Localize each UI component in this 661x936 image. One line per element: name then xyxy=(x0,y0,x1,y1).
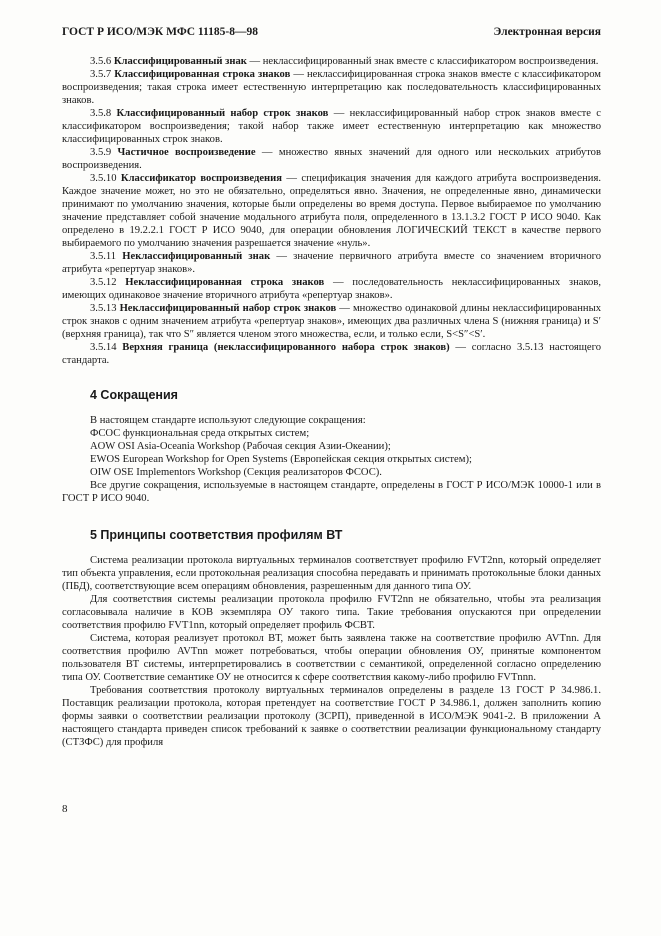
section-4-closing: Все другие сокращения, используемые в настоящем стандарте, определены в ГОСТ Р ИСО/МЭК 10000-1 или в ГОСТ Р ИСО 9040. xyxy=(62,480,601,504)
header-standard-code: ГОСТ Р ИСО/МЭК МФС 11185-8—98 xyxy=(62,26,258,38)
abbreviation-line: ФСОС функциональная среда открытых систем; xyxy=(90,428,310,439)
section-4-intro: В настоящем стандарте используют следующие сокращения: xyxy=(90,415,366,426)
definition-3-5-12: 3.5.12 Неклассифицированная строка знаков — последовательность неклассифицированных знаков, имеющих одинаковое значение вторичного атрибута «репертуар знаков». xyxy=(62,277,602,301)
abbreviation-line: EWOS European Workshop for Open Systems (Европейская секция открытых систем); xyxy=(90,454,472,465)
definition-3-5-9: 3.5.9 Частичное воспроизведение — множество явных значений для одного или нескольких атрибутов воспроизведения. xyxy=(62,147,601,171)
definition-term: Неклассифицированная строка знаков xyxy=(125,277,325,288)
definition-term: Неклассифицированный набор строк знаков xyxy=(119,303,337,314)
section-5-paragraph: Требования соответствия протоколу виртуальных терминалов определены в разделе 13 ГОСТ Р 34.986.1. Поставщик реализации протокола, которая претендует на соответствие ГОСТ Р 34.986.1, должен заполнить копию формы заявки о соответствии реализации протоколу (ЗСРП), приведенной в ИСО/МЭК 9041-2. В приложении А настоящего стандарта приведен список требований к заявке о соответствии реализации функциональному стандарту (СТЗФС) для профиля xyxy=(62,685,601,748)
definition-3-5-14: 3.5.14 Верхняя граница (неклассифицированного набора строк знаков) — согласно 3.5.13 настоящего стандарта. xyxy=(62,342,602,366)
definition-3-5-10: 3.5.10 Классификатор воспроизведения — спецификация значения для каждого атрибута воспроизведения. Каждое значение может, но это не обязательно, определяться явно. Значения, не определенные явно, динамически принимают по умолчанию значения, которые были определены во время доступа. Первое выбираемое по умолчанию значение представляет собой значение модального атрибута поля, определенного в 13.1.3.2 ГОСТ Р ИСО 9040. Как определено в 19.2.2.1 ГОСТ Р ИСО 9040, для операции обновления ЛОГИЧЕСКИЙ ТЕКСТ в качестве первого выбираемого по умолчанию значения разрешается значение «нуль». xyxy=(62,173,601,249)
definition-term: Классифицированный знак xyxy=(113,56,247,67)
definition-3-5-11: 3.5.11 Неклассифицированный знак — значение первичного атрибута вместе со значением вторичного атрибута «репертуар знаков». xyxy=(62,251,601,275)
abbreviation-line: AOW OSI Asia-Oceania Workshop (Рабочая секция Азии-Океании); xyxy=(90,441,391,452)
definition-3-5-7: 3.5.7 Классифицированная строка знаков — неклассифицированная строка знаков вместе с классификатором воспроизведения; такая строка имеет естественную интерпретацию как последовательность классифицированных знаков. xyxy=(62,69,601,106)
definition-3-5-6: 3.5.6 Классифицированный знак — неклассифицированный знак вместе с классификатором воспроизведения. xyxy=(90,56,599,67)
document-body xyxy=(62,55,601,749)
definition-term: Классифицированный набор строк знаков xyxy=(116,108,329,119)
definition-term: Частичное воспроизведение xyxy=(117,147,256,158)
section-5-heading: 5 Принципы соответствия профилям ВТ xyxy=(90,528,343,542)
section-5-paragraph: Система, которая реализует протокол ВТ, может быть заявлена также на соответствие профилю AVTnn. Для соответствия профилю AVTnn может потребоваться, чтобы операции обновления ОУ, принятые компонентом пользователя ВТ системы, интерпретировались в соответствии с семантикой, определенной согласно определению типа ОУ. Соответствие семантике ОУ не относится к сфере соответствия какому-либо профилю FVTnnn. xyxy=(62,633,601,683)
abbreviation-line: OIW OSE Implementors Workshop (Секция реализаторов ФСОС). xyxy=(90,467,382,478)
section-5-paragraph: Система реализации протокола виртуальных терминалов соответствует профилю FVT2nn, который определяет тип объекта управления, если протокольная реализация способна передавать и принимать протокольные блоки данных (ПБД), соответствующие всем операциям обновления, разрешенным для данного типа ОУ. xyxy=(62,555,601,592)
page-header xyxy=(62,26,601,38)
header-version-label: Электронная версия xyxy=(493,26,601,38)
section-5-paragraph: Для соответствия системы реализации протокола профилю FVT2nn не обязательно, чтобы эта реализация согласовывала наличие в КОВ экземпляра ОУ такого типа. Такие требования опускаются при определении соответствия профилю FVT1nn, который определяет профиль ФСВТ. xyxy=(62,594,601,631)
page-number: 8 xyxy=(62,803,68,815)
definition-term: Верхняя граница (неклассифицированного набора строк знаков) xyxy=(122,342,450,353)
definition-term: Классифицированная строка знаков xyxy=(114,69,291,80)
definition-3-5-8: 3.5.8 Классифицированный набор строк знаков — неклассифицированный набор строк знаков вместе с классификатором воспроизведения; такой набор также имеет естественную интерпретацию как множество классифицированных строк знаков. xyxy=(62,108,601,145)
definition-term: Классификатор воспроизведения xyxy=(120,173,282,184)
section-4-heading: 4 Сокращения xyxy=(90,388,178,402)
definition-3-5-13: 3.5.13 Неклассифицированный набор строк знаков — множество одинаковой длины неклассифицированных строк знаков с одним значением атрибута «репертуар знаков», имеющих два различных члена S (нижняя граница) и S′ (верхняя граница), так что S″ является членом этого множества, если, и только если, S<S″<S′. xyxy=(62,303,601,340)
definition-term: Неклассифицированный знак xyxy=(122,251,271,262)
